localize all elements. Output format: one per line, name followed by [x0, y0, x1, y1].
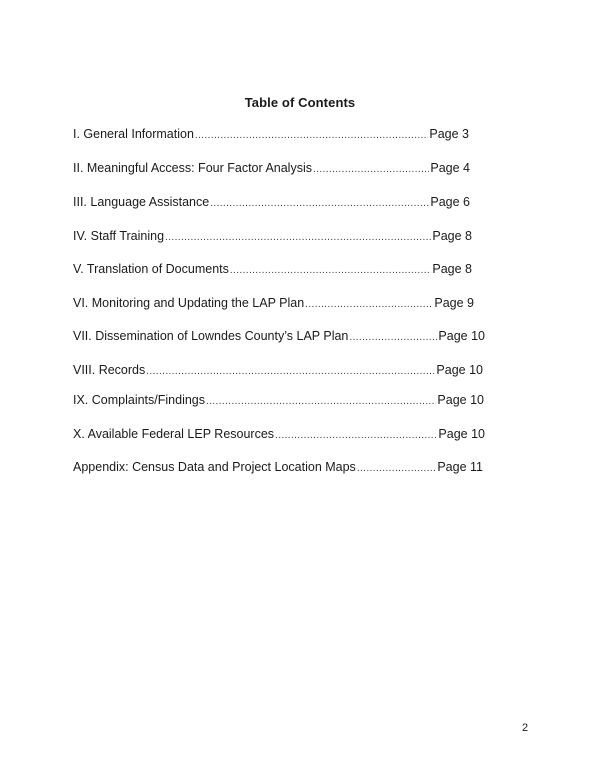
toc-dot-leader	[206, 396, 436, 407]
toc-entry-label: VII. Dissemination of Lowndes County’s LAP Plan	[73, 329, 349, 343]
toc-entry-label: II. Meaningful Access: Four Factor Analysis	[73, 161, 312, 175]
toc-entry-label: IX. Complaints/Findings	[73, 393, 206, 407]
toc-entry-label: VIII. Records	[73, 363, 146, 377]
toc-dot-leader	[146, 366, 435, 377]
toc-entry-page: Page 10	[438, 329, 485, 343]
toc-entry-page: Page 6	[430, 195, 470, 209]
toc-entry-page: Page 4	[430, 161, 470, 175]
toc-entry-appendix	[73, 460, 483, 478]
toc-entry-label: III. Language Assistance	[73, 195, 210, 209]
toc-dot-leader	[230, 265, 432, 276]
toc-entry-federal-lep-resources	[73, 427, 485, 445]
toc-entry-label: VI. Monitoring and Updating the LAP Plan	[73, 296, 305, 310]
toc-entry-page: Page 10	[438, 427, 485, 441]
toc-entry-meaningful-access	[73, 161, 470, 179]
toc-dot-leader	[313, 164, 429, 175]
toc-entry-page: Page 11	[437, 460, 483, 474]
toc-entry-page: Page 10	[437, 393, 484, 407]
toc-entry-page: Page 9	[434, 296, 474, 310]
toc-entry-label: X. Available Federal LEP Resources	[73, 427, 275, 441]
toc-entry-label: V. Translation of Documents	[73, 262, 229, 276]
toc-entry-label: I. General Information	[73, 127, 194, 141]
toc-entry-page: Page 8	[432, 262, 472, 276]
toc-entry-page: Page 10	[436, 363, 483, 377]
toc-entry-monitoring-and-updating	[73, 296, 474, 314]
toc-entry-records	[73, 363, 483, 381]
toc-dot-leader	[165, 232, 431, 243]
toc-entry-translation-of-documents	[73, 262, 472, 280]
toc-dot-leader	[275, 430, 437, 441]
toc-dot-leader	[195, 130, 428, 141]
toc-entry-label: IV. Staff Training	[73, 229, 165, 243]
toc-entry-staff-training	[73, 229, 472, 247]
toc-title: Table of Contents	[244, 95, 356, 110]
toc-entry-language-assistance	[73, 195, 470, 213]
page-number: 2	[522, 722, 529, 734]
toc-dot-leader	[349, 332, 437, 343]
toc-entry-complaints-findings	[73, 393, 484, 411]
toc-entry-dissemination	[73, 329, 485, 347]
toc-entry-page: Page 8	[432, 229, 472, 243]
toc-dot-leader	[305, 299, 433, 310]
toc-entry-label: Appendix: Census Data and Project Location Maps	[73, 460, 356, 474]
toc-dot-leader	[210, 198, 429, 209]
toc-entry-general-information	[73, 127, 469, 145]
toc-dot-leader	[357, 463, 437, 474]
toc-entry-page: Page 3	[429, 127, 469, 141]
